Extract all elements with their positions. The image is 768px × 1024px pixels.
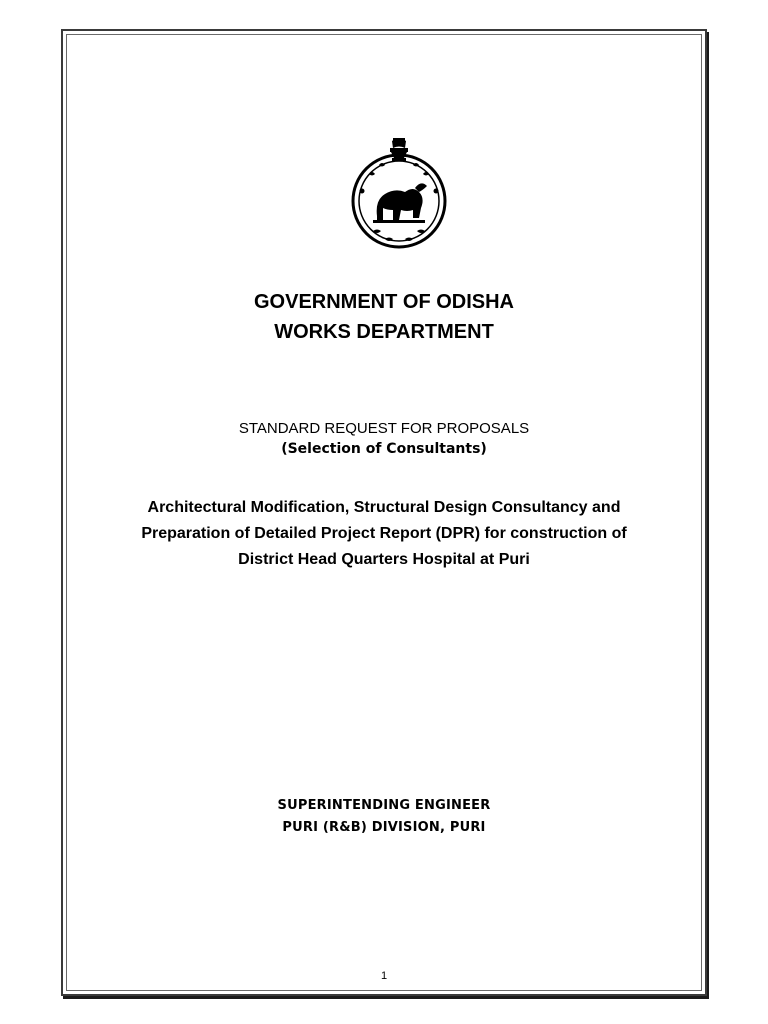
page-number: 1 [380,970,388,982]
project-title-line-1: Architectural Modification, Structural Design Consultancy and [147,499,621,516]
issuer-office: PURI (R&B) DIVISION, PURI [282,820,486,835]
project-title-line-2: Preparation of Detailed Project Report (DPR) for construction of [141,525,627,542]
issuer-title: SUPERINTENDING ENGINEER [277,798,491,813]
document-type: STANDARD REQUEST FOR PROPOSALS [238,420,530,437]
document-subtype: (Selection of Consultants) [281,441,487,457]
issuer-block [63,795,705,839]
department-name: WORKS DEPARTMENT [274,321,494,343]
government-header [63,287,705,347]
odisha-state-emblem-icon [349,136,449,254]
project-title [63,495,705,573]
government-name: GOVERNMENT OF ODISHA [253,291,514,313]
page-border [61,29,707,996]
project-title-line-3: District Head Quarters Hospital at Puri [238,551,530,568]
